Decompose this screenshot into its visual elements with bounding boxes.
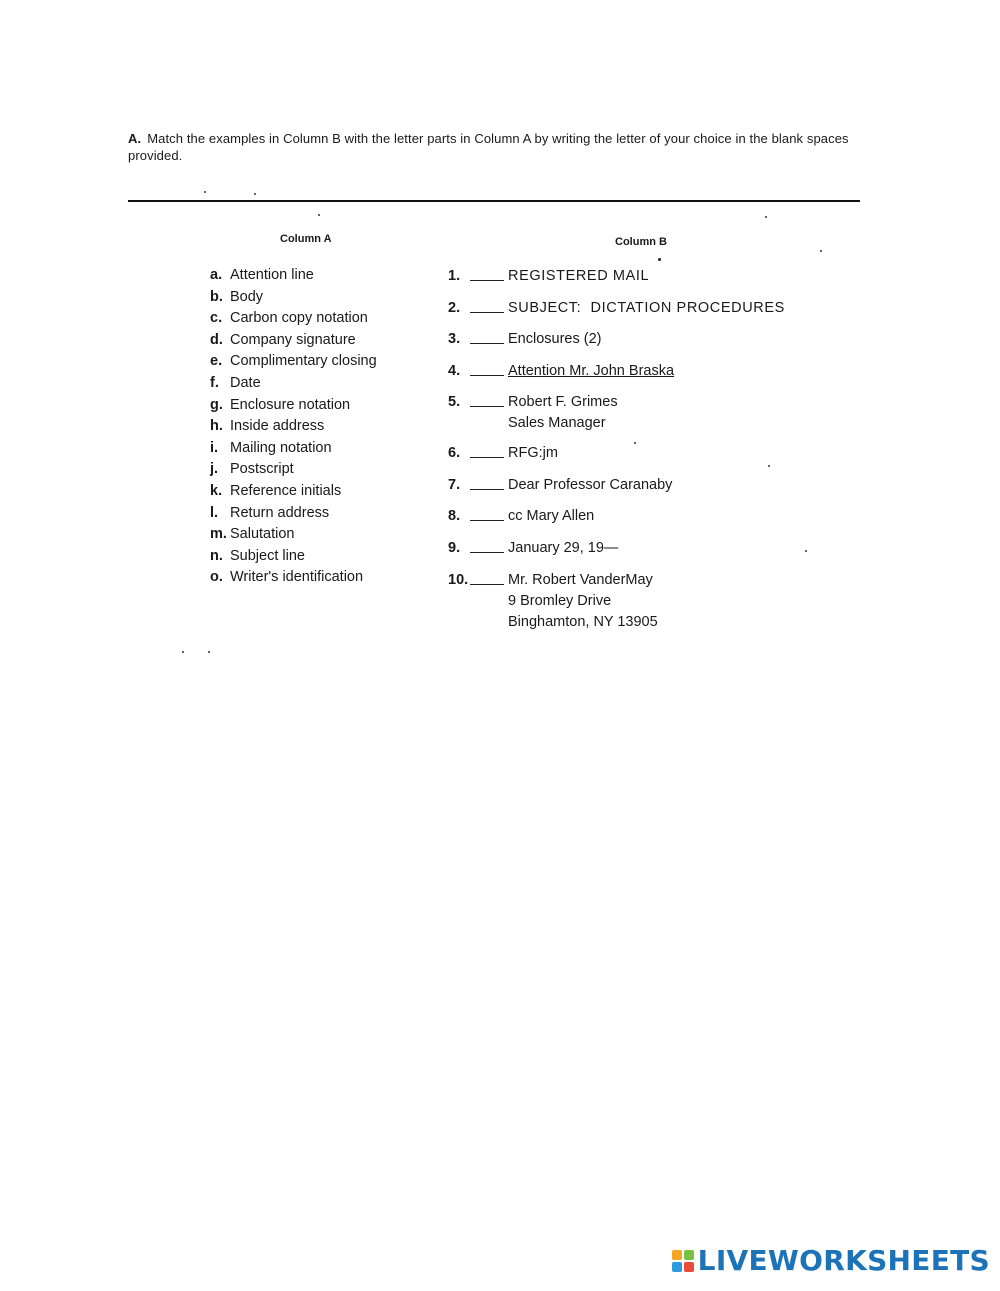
column-b-item bbox=[448, 443, 808, 464]
item-example bbox=[508, 443, 558, 464]
item-text: Body bbox=[230, 288, 264, 305]
item-example bbox=[508, 392, 618, 434]
item-letter: o. bbox=[210, 569, 223, 586]
item-example bbox=[508, 361, 674, 382]
item-text: Inside address bbox=[230, 418, 325, 435]
column-a-item bbox=[210, 330, 377, 352]
logo-square bbox=[684, 1262, 694, 1272]
example-line: January 29, 19— bbox=[508, 540, 619, 556]
item-number: 5. bbox=[448, 394, 461, 410]
liveworksheets-logo-icon bbox=[672, 1250, 694, 1272]
item-letter: m. bbox=[210, 526, 227, 543]
item-example bbox=[508, 570, 658, 633]
answer-blank[interactable] bbox=[470, 570, 504, 585]
item-number: 3. bbox=[448, 331, 461, 347]
item-text: Complimentary closing bbox=[230, 353, 377, 370]
item-text: Return address bbox=[230, 504, 330, 521]
item-number: 2. bbox=[448, 300, 461, 316]
item-letter: j. bbox=[210, 461, 219, 478]
item-text: Writer's identification bbox=[230, 569, 364, 586]
example-line: Enclosures (2) bbox=[508, 331, 602, 347]
scan-speck bbox=[208, 651, 210, 653]
scan-speck bbox=[765, 216, 767, 218]
column-b-item bbox=[448, 475, 808, 496]
logo-square bbox=[672, 1262, 682, 1272]
item-text: Postscript bbox=[230, 461, 294, 478]
logo-square bbox=[684, 1250, 694, 1260]
item-text: Carbon copy notation bbox=[230, 310, 368, 327]
item-letter: f. bbox=[210, 374, 219, 391]
column-b-item bbox=[448, 506, 808, 527]
item-letter: a. bbox=[210, 267, 223, 283]
scan-speck bbox=[768, 465, 770, 467]
item-number: 7. bbox=[448, 477, 461, 493]
column-a-item bbox=[210, 459, 377, 481]
example-line: cc Mary Allen bbox=[508, 508, 595, 524]
column-b-item bbox=[448, 392, 808, 434]
column-a-item bbox=[210, 481, 377, 503]
item-number: 6. bbox=[448, 445, 461, 461]
answer-blank[interactable] bbox=[470, 475, 504, 490]
answer-blank[interactable] bbox=[470, 506, 504, 521]
column-a-item bbox=[210, 351, 377, 373]
example-line: RFG:jm bbox=[508, 445, 558, 461]
item-letter: d. bbox=[210, 331, 223, 348]
scan-speck bbox=[634, 442, 636, 444]
example-line: Mr. Robert VanderMay bbox=[508, 572, 653, 588]
item-number: 8. bbox=[448, 508, 461, 524]
item-letter: i. bbox=[210, 439, 219, 456]
item-letter: c. bbox=[210, 310, 223, 327]
item-letter: l. bbox=[210, 504, 219, 521]
item-letter: n. bbox=[210, 547, 223, 564]
column-a-item bbox=[210, 416, 377, 438]
scan-speck bbox=[204, 191, 206, 193]
example-line: Sales Manager bbox=[508, 415, 606, 431]
item-text: Reference initials bbox=[230, 482, 342, 499]
column-a-item bbox=[210, 395, 377, 417]
item-text: Date bbox=[230, 374, 261, 391]
item-text: Mailing notation bbox=[230, 439, 332, 456]
column-a-item bbox=[210, 308, 377, 330]
instructions-label: A. bbox=[128, 131, 142, 146]
item-number: 1. bbox=[448, 268, 461, 284]
scan-speck bbox=[318, 214, 320, 216]
example-line: SUBJECT: DICTATION PROCEDURES bbox=[508, 300, 785, 316]
item-example bbox=[508, 266, 649, 287]
example-line: REGISTERED MAIL bbox=[508, 268, 650, 284]
column-b-item bbox=[448, 266, 808, 287]
example-line: Dear Professor Caranaby bbox=[508, 477, 673, 493]
column-a-item bbox=[210, 265, 377, 287]
item-example bbox=[508, 298, 785, 319]
column-a-item bbox=[210, 503, 377, 525]
example-line: Attention Mr. John Braska bbox=[508, 363, 675, 379]
item-text: Attention line bbox=[230, 267, 314, 283]
answer-blank[interactable] bbox=[470, 392, 504, 407]
column-a-item bbox=[210, 567, 377, 589]
item-text: Company signature bbox=[230, 331, 356, 348]
logo-square bbox=[672, 1250, 682, 1260]
column-b-list bbox=[448, 266, 808, 633]
column-b-item bbox=[448, 538, 808, 559]
column-a-item bbox=[210, 546, 377, 568]
brand-name: LIVEWORKSHEETS bbox=[697, 1244, 990, 1277]
answer-blank[interactable] bbox=[470, 443, 504, 458]
scan-speck bbox=[182, 651, 184, 653]
item-letter: e. bbox=[210, 353, 223, 370]
column-a-list bbox=[210, 265, 377, 589]
scan-speck bbox=[254, 193, 256, 195]
item-example bbox=[508, 475, 672, 496]
answer-blank[interactable] bbox=[470, 298, 504, 313]
item-letter: k. bbox=[210, 482, 223, 499]
example-line: Binghamton, NY 13905 bbox=[508, 614, 658, 630]
column-b-title: Column B bbox=[615, 236, 667, 248]
instructions bbox=[128, 130, 863, 164]
column-b-item bbox=[448, 298, 808, 319]
column-a-item bbox=[210, 287, 377, 309]
item-letter: h. bbox=[210, 418, 223, 435]
item-letter: b. bbox=[210, 288, 223, 305]
answer-blank[interactable] bbox=[470, 538, 504, 553]
scan-speck bbox=[820, 250, 822, 252]
item-number: 4. bbox=[448, 363, 461, 379]
item-text: Salutation bbox=[230, 526, 295, 543]
example-line: 9 Bromley Drive bbox=[508, 593, 612, 609]
column-a-item bbox=[210, 524, 377, 546]
example-line: Robert F. Grimes bbox=[508, 394, 618, 410]
instructions-text: Match the examples in Column B with the letter parts in Column A by writing the letter of your choice in the blank spaces provided. bbox=[128, 131, 849, 163]
liveworksheets-brand bbox=[672, 1244, 990, 1277]
item-example bbox=[508, 329, 601, 350]
column-b-item bbox=[448, 361, 808, 382]
column-b-item bbox=[448, 570, 808, 633]
divider-rule bbox=[128, 200, 860, 202]
answer-blank[interactable] bbox=[470, 329, 504, 344]
item-example bbox=[508, 506, 594, 527]
answer-blank[interactable] bbox=[470, 361, 504, 376]
item-number: 10. bbox=[448, 572, 469, 588]
scan-speck bbox=[805, 550, 807, 552]
column-a-item bbox=[210, 373, 377, 395]
item-number: 9. bbox=[448, 540, 461, 556]
column-b-item bbox=[448, 329, 808, 350]
item-text: Enclosure notation bbox=[230, 396, 351, 413]
answer-blank[interactable] bbox=[470, 266, 504, 281]
item-letter: g. bbox=[210, 396, 223, 413]
column-a-title: Column A bbox=[280, 233, 332, 245]
item-example bbox=[508, 538, 618, 559]
column-a-item bbox=[210, 438, 377, 460]
scan-speck bbox=[658, 258, 661, 261]
item-text: Subject line bbox=[230, 547, 305, 564]
